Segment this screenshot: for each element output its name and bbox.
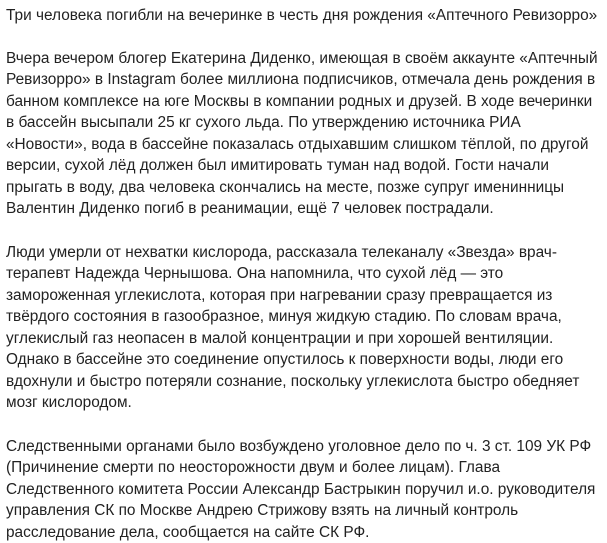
article-paragraph-1: Вчера вечером блогер Екатерина Диденко, имеющая в своём аккаунте «Аптечный Ревизорро» в Instagram более миллиона подписчиков, отмечала день рождения в банном комплексе на юге Москвы в компании родных и друзей. В ходе вечеринки в бассейн высыпали 25 кг сухого льда. По утверждению источника РИА «Новости», вода в бассейне показалась отдыхавшим слишком тёплой, по другой версии, сухой лёд должен был имитировать туман над водой. Гости начали прыгать в воду, два человека скончались на месте, позже супруг именинницы Валентин Диденко погиб в реанимации, ещё 7 человек пострадали.	[6, 49, 598, 217]
article-paragraph-3: Следственными органами было возбуждено уголовное дело по ч. 3 ст. 109 УК РФ (Причинение смерти по неосторожности двум и более лицам). Глава Следственного комитета России Александр Бастрыкин поручил и.о. руководителя управления СК по Москве Андрею Стрижову взять на личный контроль расследование дела, сообщается на сайте СК РФ.	[6, 437, 596, 541]
article-headline: Три человека погибли на вечеринке в честь дня рождения «Аптечного Ревизорро»	[6, 7, 598, 24]
article-paragraph-2: Люди умерли от нехватки кислорода, рассказала телеканалу «Звезда» врач-терапевт Надежда Чернышова. Она напомнила, что сухой лёд — это замороженная углекислота, которая при нагревании сразу превращается из твёрдого состояния в газообразное, минуя жидкую стадию. По словам врача, углекислый газ неопасен в малой концентрации и при хорошей вентиляции. Однако в бассейне это соединение опустилось к поверхности воды, люди его вдохнули и быстро потеряли сознание, поскольку углекислота быстро обедняет мозг кислородом.	[6, 243, 580, 411]
